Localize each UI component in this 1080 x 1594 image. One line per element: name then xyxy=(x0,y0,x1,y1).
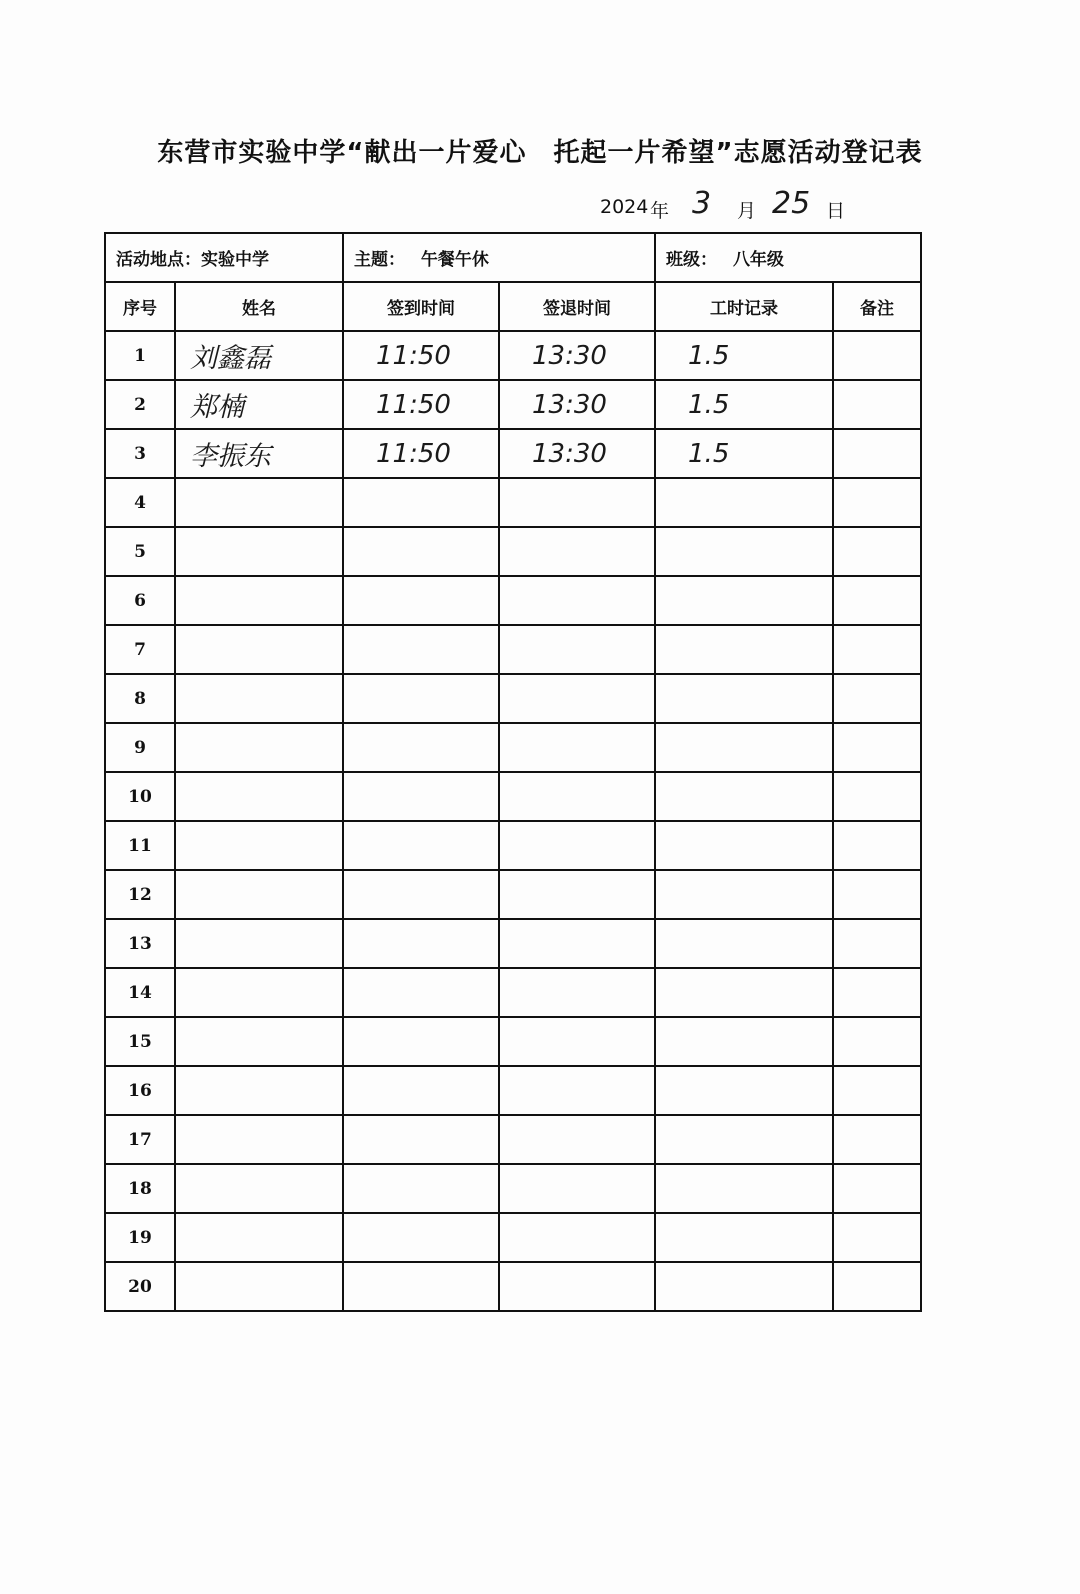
sign-out-cell xyxy=(499,576,655,625)
note-cell xyxy=(833,772,921,821)
seq-cell: 3 xyxy=(105,429,175,478)
seq-cell: 9 xyxy=(105,723,175,772)
date-year-unit: 年 xyxy=(650,200,670,222)
table-row xyxy=(105,821,921,870)
hours-cell xyxy=(655,674,833,723)
header-note: 备注 xyxy=(833,282,921,331)
note-cell xyxy=(833,723,921,772)
table-row xyxy=(105,1262,921,1311)
hours-cell: 1.5 xyxy=(655,429,833,478)
seq-cell: 16 xyxy=(105,1066,175,1115)
info-row xyxy=(105,233,921,282)
sign-in-cell xyxy=(343,723,499,772)
name-cell xyxy=(175,478,343,527)
hours-cell xyxy=(655,723,833,772)
name-cell: 刘鑫磊 xyxy=(175,331,343,380)
table-row xyxy=(105,527,921,576)
hours-cell xyxy=(655,478,833,527)
sign-in-cell xyxy=(343,968,499,1017)
hours-cell xyxy=(655,1262,833,1311)
table-row xyxy=(105,870,921,919)
sign-in-cell xyxy=(343,870,499,919)
name-cell: 郑楠 xyxy=(175,380,343,429)
sign-out-cell xyxy=(499,821,655,870)
note-cell xyxy=(833,919,921,968)
header-name: 姓名 xyxy=(175,282,343,331)
note-cell xyxy=(833,968,921,1017)
header-row xyxy=(105,282,921,331)
sign-out-cell xyxy=(499,1262,655,1311)
table-row xyxy=(105,674,921,723)
table-row xyxy=(105,968,921,1017)
seq-cell: 17 xyxy=(105,1115,175,1164)
name-cell xyxy=(175,527,343,576)
sign-out-cell: 13:30 xyxy=(499,429,655,478)
sign-out-cell xyxy=(499,919,655,968)
table-row xyxy=(105,723,921,772)
seq-cell: 2 xyxy=(105,380,175,429)
note-cell xyxy=(833,331,921,380)
sign-out-cell xyxy=(499,1213,655,1262)
name-cell xyxy=(175,723,343,772)
sign-out-cell xyxy=(499,1164,655,1213)
note-cell xyxy=(833,1262,921,1311)
sign-in-cell xyxy=(343,527,499,576)
sign-in-cell xyxy=(343,576,499,625)
sign-in-cell xyxy=(343,821,499,870)
seq-cell: 6 xyxy=(105,576,175,625)
note-cell xyxy=(833,1164,921,1213)
table-row xyxy=(105,1213,921,1262)
note-cell xyxy=(833,625,921,674)
sign-out-cell xyxy=(499,870,655,919)
sign-out-cell xyxy=(499,527,655,576)
name-cell xyxy=(175,1115,343,1164)
date-month: 3 xyxy=(692,186,712,221)
hours-cell xyxy=(655,919,833,968)
seq-cell: 8 xyxy=(105,674,175,723)
header-seq: 序号 xyxy=(105,282,175,331)
date-year: 2024 xyxy=(600,196,649,218)
note-cell xyxy=(833,1115,921,1164)
sign-out-cell xyxy=(499,625,655,674)
seq-cell: 18 xyxy=(105,1164,175,1213)
seq-cell: 10 xyxy=(105,772,175,821)
seq-cell: 7 xyxy=(105,625,175,674)
sign-out-cell xyxy=(499,968,655,1017)
sign-out-cell xyxy=(499,723,655,772)
header-sign-in: 签到时间 xyxy=(343,282,499,331)
name-cell xyxy=(175,772,343,821)
sign-in-cell xyxy=(343,1066,499,1115)
table-row xyxy=(105,1017,921,1066)
hours-cell xyxy=(655,1164,833,1213)
seq-cell: 5 xyxy=(105,527,175,576)
seq-cell: 4 xyxy=(105,478,175,527)
note-cell xyxy=(833,478,921,527)
sign-in-cell: 11:50 xyxy=(343,429,499,478)
registration-table xyxy=(104,232,922,1312)
name-cell xyxy=(175,625,343,674)
date-day: 25 xyxy=(772,186,811,221)
name-cell xyxy=(175,674,343,723)
note-cell xyxy=(833,674,921,723)
date-month-unit: 月 xyxy=(737,200,757,222)
sign-in-cell xyxy=(343,772,499,821)
note-cell xyxy=(833,576,921,625)
table-row xyxy=(105,1066,921,1115)
seq-cell: 13 xyxy=(105,919,175,968)
date-day-unit: 日 xyxy=(826,200,846,222)
name-cell xyxy=(175,576,343,625)
name-cell xyxy=(175,1262,343,1311)
class-label: 班级： xyxy=(666,250,718,270)
table-row xyxy=(105,1164,921,1213)
sign-in-cell xyxy=(343,1262,499,1311)
table-row xyxy=(105,625,921,674)
sign-in-cell xyxy=(343,1164,499,1213)
note-cell xyxy=(833,380,921,429)
note-cell xyxy=(833,1017,921,1066)
hours-cell xyxy=(655,625,833,674)
seq-cell: 20 xyxy=(105,1262,175,1311)
theme-value: 午餐午休 xyxy=(420,250,489,270)
seq-cell: 14 xyxy=(105,968,175,1017)
class-cell xyxy=(655,233,921,282)
note-cell xyxy=(833,870,921,919)
sign-in-cell xyxy=(343,1115,499,1164)
seq-cell: 15 xyxy=(105,1017,175,1066)
table-row xyxy=(105,772,921,821)
name-cell: 李振东 xyxy=(175,429,343,478)
table-row xyxy=(105,380,921,429)
seq-cell: 19 xyxy=(105,1213,175,1262)
table-row xyxy=(105,919,921,968)
note-cell xyxy=(833,527,921,576)
hours-cell xyxy=(655,1017,833,1066)
theme-cell xyxy=(343,233,655,282)
hours-cell xyxy=(655,1115,833,1164)
location-text: 活动地点：实验中学 xyxy=(116,250,269,270)
table-row xyxy=(105,331,921,380)
name-cell xyxy=(175,968,343,1017)
note-cell xyxy=(833,821,921,870)
name-cell xyxy=(175,919,343,968)
form-title: 东营市实验中学“献出一片爱心 托起一片希望”志愿活动登记表 xyxy=(157,138,923,168)
sign-in-cell xyxy=(343,1017,499,1066)
sign-in-cell xyxy=(343,674,499,723)
hours-cell xyxy=(655,527,833,576)
seq-cell: 12 xyxy=(105,870,175,919)
hours-cell xyxy=(655,772,833,821)
table-row xyxy=(105,429,921,478)
hours-cell xyxy=(655,1213,833,1262)
header-hours: 工时记录 xyxy=(655,282,833,331)
sign-out-cell: 13:30 xyxy=(499,380,655,429)
hours-cell xyxy=(655,576,833,625)
name-cell xyxy=(175,1066,343,1115)
sign-out-cell xyxy=(499,478,655,527)
name-cell xyxy=(175,1164,343,1213)
header-sign-out: 签退时间 xyxy=(499,282,655,331)
note-cell xyxy=(833,1213,921,1262)
hours-cell xyxy=(655,870,833,919)
name-cell xyxy=(175,1213,343,1262)
note-cell xyxy=(833,429,921,478)
name-cell xyxy=(175,870,343,919)
location-cell xyxy=(105,233,343,282)
hours-cell: 1.5 xyxy=(655,331,833,380)
note-cell xyxy=(833,1066,921,1115)
hours-cell xyxy=(655,968,833,1017)
hours-cell: 1.5 xyxy=(655,380,833,429)
sign-out-cell xyxy=(499,1017,655,1066)
sign-out-cell xyxy=(499,1115,655,1164)
table-row xyxy=(105,478,921,527)
sign-out-cell xyxy=(499,1066,655,1115)
hours-cell xyxy=(655,821,833,870)
sign-in-cell xyxy=(343,478,499,527)
seq-cell: 11 xyxy=(105,821,175,870)
seq-cell: 1 xyxy=(105,331,175,380)
class-value: 八年级 xyxy=(732,250,784,270)
sign-in-cell: 11:50 xyxy=(343,380,499,429)
sign-out-cell xyxy=(499,772,655,821)
sign-in-cell xyxy=(343,1213,499,1262)
table-row xyxy=(105,576,921,625)
sign-out-cell xyxy=(499,674,655,723)
sign-in-cell xyxy=(343,919,499,968)
sign-out-cell: 13:30 xyxy=(499,331,655,380)
sign-in-cell: 11:50 xyxy=(343,331,499,380)
sign-in-cell xyxy=(343,625,499,674)
name-cell xyxy=(175,1017,343,1066)
hours-cell xyxy=(655,1066,833,1115)
theme-label: 主题： xyxy=(354,250,405,270)
name-cell xyxy=(175,821,343,870)
table-row xyxy=(105,1115,921,1164)
